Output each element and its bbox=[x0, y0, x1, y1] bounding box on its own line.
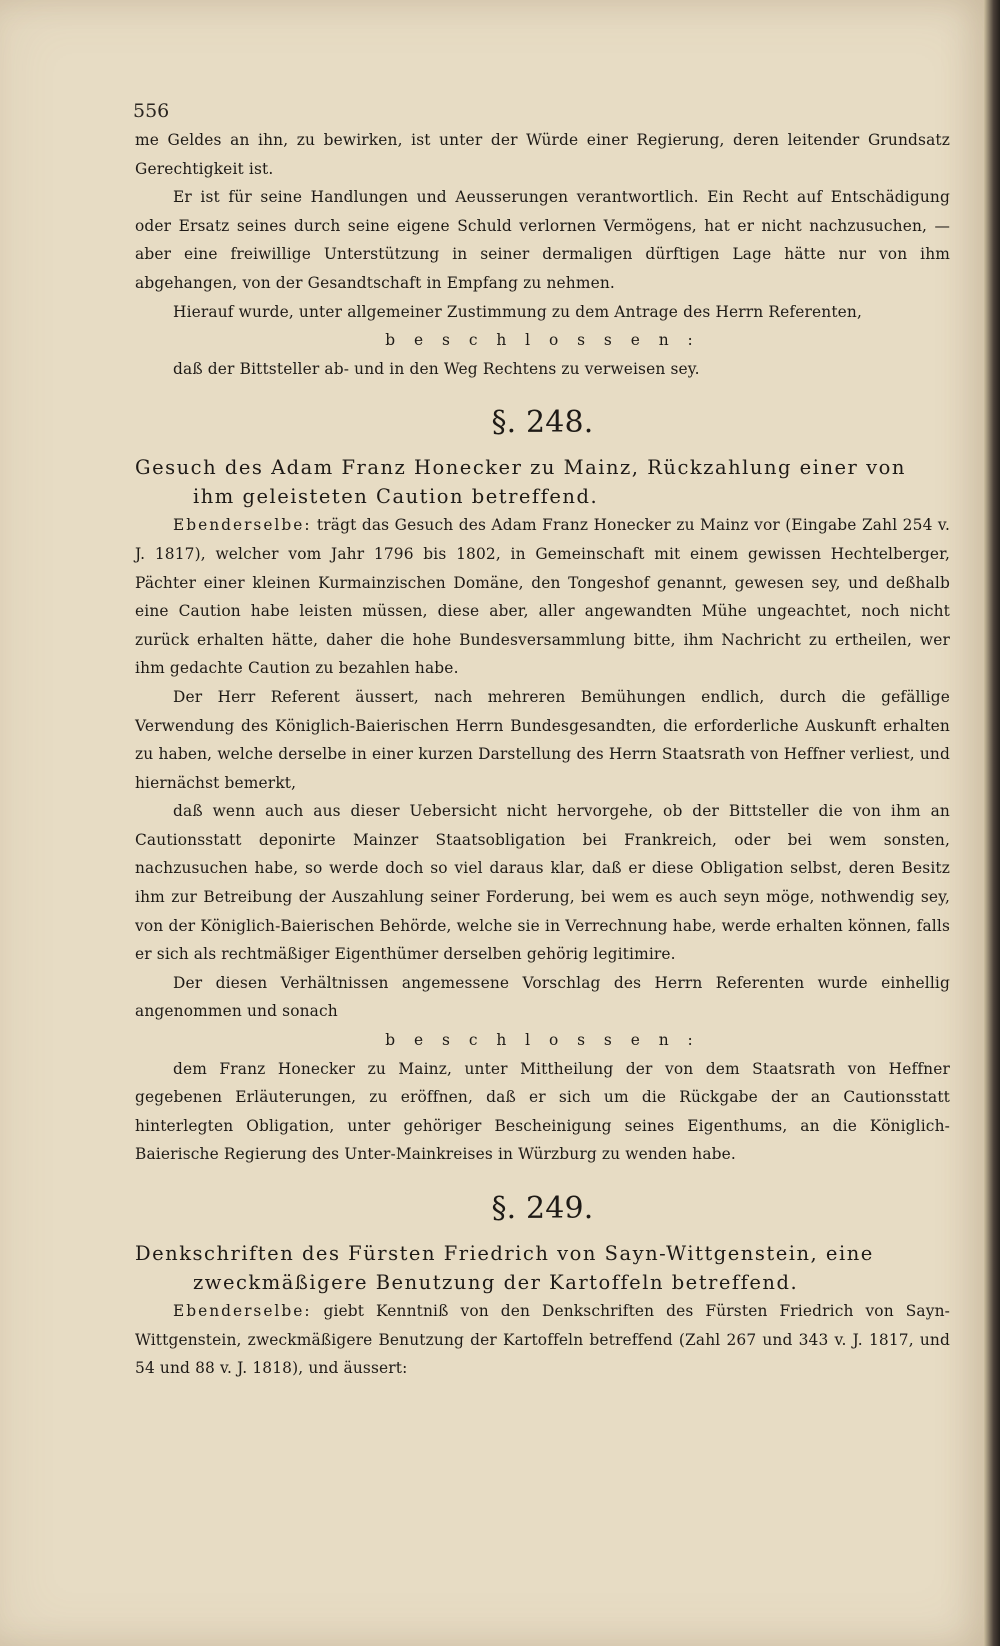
section-248-title-line2: ihm geleisteten Caution betreffend. bbox=[193, 485, 599, 509]
section-248-heading: §. 248. bbox=[491, 405, 594, 441]
section-249-heading: §. 249. bbox=[491, 1191, 594, 1226]
paragraph-resolution-2: dem Franz Honecker zu Mainz, unter Mittheilung der von dem Staatsrath von Heffner gegebenen Erläuterungen, zu eröffnen, daß er sich um die Rückgabe der an Cautionsstatt hinterlegten Obligation, unter gehöriger Bescheinigung seines Eigenthums, an die Königlich-Baierische Regierung des Unter-Mainkreises in Würzburg zu wenden habe. bbox=[135, 1059, 950, 1164]
resolved-heading: b e s c h l o s s e n : bbox=[385, 331, 700, 350]
section-249-title-line1: Denkschriften des Fürsten Friedrich von Sayn-Wittgenstein, eine bbox=[135, 1242, 874, 1265]
section-248-title-line1: Gesuch des Adam Franz Honecker zu Mainz, Rückzahlung einer von bbox=[135, 456, 906, 480]
paragraph-lead: Ebenderselbe: bbox=[173, 516, 312, 535]
paragraph-resolution: daß der Bittsteller ab- und in den Weg Rechtens zu verweisen sey. bbox=[173, 359, 700, 378]
section-249-title-line2: zweckmäßigere Benutzung der Kartoffeln betreffend. bbox=[193, 1271, 799, 1294]
paragraph-memoranda bbox=[135, 1297, 950, 1383]
page-text bbox=[135, 92, 950, 1383]
resolved-heading-2: b e s c h l o s s e n : bbox=[385, 1031, 700, 1050]
paragraph-referent-report: Der Herr Referent äussert, nach mehreren Bemühungen endlich, durch die gefällige Verwendung des Königlich-Baierischen Herrn Bundesgesandten, die erforderliche Auskunft erhalten zu haben, welche derselbe in einer kurzen Darstellung des Herrn Staatsrath von Heffner verliest, und hiernächst bemerkt, bbox=[135, 687, 950, 792]
paragraph-memoranda-text: giebt Kenntniß von den Denkschriften des Fürsten Friedrich von Sayn-Wittgenstein, zweckmäßigere Benutzung der Kartoffeln betreffend (Zahl 267 und 343 v. J. 1817, und 54 und 88 v. J. 1818), und äussert: bbox=[135, 1302, 950, 1378]
paragraph-lead-2: Ebenderselbe: bbox=[173, 1302, 312, 1320]
paragraph-responsibility: Er ist für seine Handlungen und Aeusserungen verantwortlich. Ein Recht auf Entschädigung oder Ersatz seines durch seine eigene Schuld verlornen Vermögens, hat er nicht nachzusuchen, — aber eine freiwillige Unterstützung in seiner dermaligen dürftigen Lage hätte nur von ihm abgehangen, von der Gesandtschaft in Empfang zu nehmen. bbox=[135, 188, 950, 292]
paragraph-petition-text: trägt das Gesuch des Adam Franz Honecker zu Mainz vor (Eingabe Zahl 254 v. J. 1817), welcher vom Jahr 1796 bis 1802, in Gemeinschaft mit einem gewissen Hechtelberger, Pächter einer kleinen Kurmainzischen Domäne, den Tongeshof genannt, gewesen sey, und deßhalb eine Caution habe leisten müssen, diese aber, aller angewandten Mühe ungeachtet, noch nicht zurück erhalten hätte, daher die hohe Bundesversammlung bitte, ihm Nachricht zu ertheilen, wer ihm gedachte Caution zu bezahlen habe. bbox=[135, 516, 950, 678]
page-number: 556 bbox=[133, 100, 170, 122]
paragraph-observation: daß wenn auch aus dieser Uebersicht nicht hervorgehe, ob der Bittsteller die von ihm an Cautionsstatt deponirte Mainzer Staatsobligation bei Frankreich, oder bei wem sonsten, nachzusuchen habe, so werde doch so viel daraus klar, daß er diese Obligation selbst, deren Besitz ihm zur Betreibung der Auszahlung seiner Forderung, bei wem es auch seyn möge, nothwendig sey, von der Königlich-Baierischen Behörde, welche sie in Verrechnung habe, werde erhalten können, falls er sich als rechtmäßiger Eigenthümer derselben gehörig legitimire. bbox=[135, 802, 950, 964]
paragraph-continuation: me Geldes an ihn, zu bewirken, ist unter der Würde einer Regierung, deren leitender Grundsatz Gerechtigkeit ist. bbox=[135, 131, 950, 178]
paragraph-petition bbox=[135, 511, 950, 683]
paragraph-resolution-intro: Hierauf wurde, unter allgemeiner Zustimmung zu dem Antrage des Herrn Referenten, bbox=[173, 302, 863, 321]
paragraph-proposal: Der diesen Verhältnissen angemessene Vorschlag des Herrn Referenten wurde einhellig angenommen und sonach bbox=[135, 973, 950, 1021]
page-edge bbox=[984, 0, 1000, 1646]
